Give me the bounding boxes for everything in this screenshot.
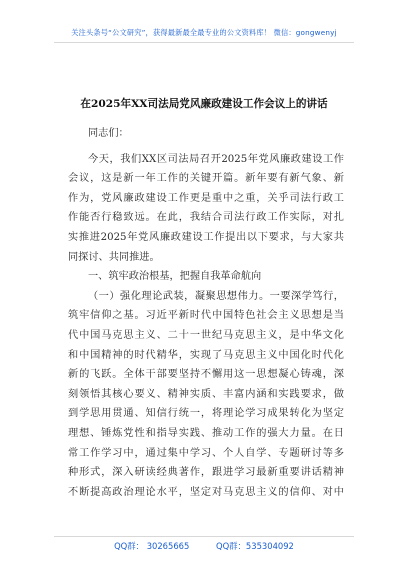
text-line: 到学思用贯通、知信行统一，将理论学习成果转化为坚定 xyxy=(68,408,344,420)
section-heading xyxy=(68,267,344,287)
text-line: 会议，这是新一年工作的关键开篇。新年要有新气象、新 xyxy=(68,173,344,185)
text-line: 作能否行稳致远。在此，我结合司法行政工作实际，对扎 xyxy=(68,212,344,224)
text-line: （一）强化理论武装，凝聚思想伟力。一要深学笃行， xyxy=(88,290,344,302)
text-line: 同探讨、共同推进。 xyxy=(68,251,160,263)
text-line: 不断提高政治理论水平，坚定对马克思主义的信仰、对中 xyxy=(68,486,344,498)
footer-qq-group-2: QQ群：535304092 xyxy=(216,541,294,551)
paragraph-opening xyxy=(68,150,344,268)
document-body xyxy=(68,124,344,502)
text-line: 筑牢信仰之基。习近平新时代中国特色社会主义思想是当 xyxy=(68,310,344,322)
footer-qq-group-1: QQ群： 30265665 xyxy=(114,541,190,551)
paragraph-theory xyxy=(68,287,344,503)
text-line: 今天，我们XX区司法局召开2025年党风廉政建设工作 xyxy=(88,153,344,165)
text-line: 作为，党风廉政建设工作更是重中之重，关乎司法行政工 xyxy=(68,192,344,204)
heading-line: 一、筑牢政治根基，把握自我革命航向 xyxy=(88,271,262,283)
salutation: 同志们： xyxy=(88,128,129,139)
header-promo-note: 关注头条号“公文研究”，获得最新最全最专业的公文资料库！ 微信：gongwenyj xyxy=(71,28,337,37)
document-title: 在2025年XX司法局党风廉政建设工作会议上的讲话 xyxy=(80,98,328,110)
text-line: 刻领悟其核心要义、精神实质、丰富内涵和实践要求，做 xyxy=(68,388,344,400)
text-line: 理想、锤炼党性和指导实践、推动工作的强大力量。在日 xyxy=(68,427,344,439)
header-divider xyxy=(54,42,354,43)
text-line: 代中国马克思主义、二十一世纪马克思主义，是中华文化 xyxy=(68,329,344,341)
footer-divider xyxy=(54,536,354,537)
text-line: 种形式，深入研读经典著作，跟进学习最新重要讲话精神 xyxy=(68,467,344,479)
text-line: 实推进2025年党风廉政建设工作提出以下要求，与大家共 xyxy=(68,231,344,243)
text-line: 新的飞跃。全体干部要坚持不懈用这一思想凝心铸魂，深 xyxy=(68,369,344,381)
footer-contact xyxy=(0,540,408,552)
text-line: 和中国精神的时代精华，实现了马克思主义中国化时代化 xyxy=(68,349,344,361)
text-line: 常工作学习中，通过集中学习、个人自学、专题研讨等多 xyxy=(68,447,344,459)
